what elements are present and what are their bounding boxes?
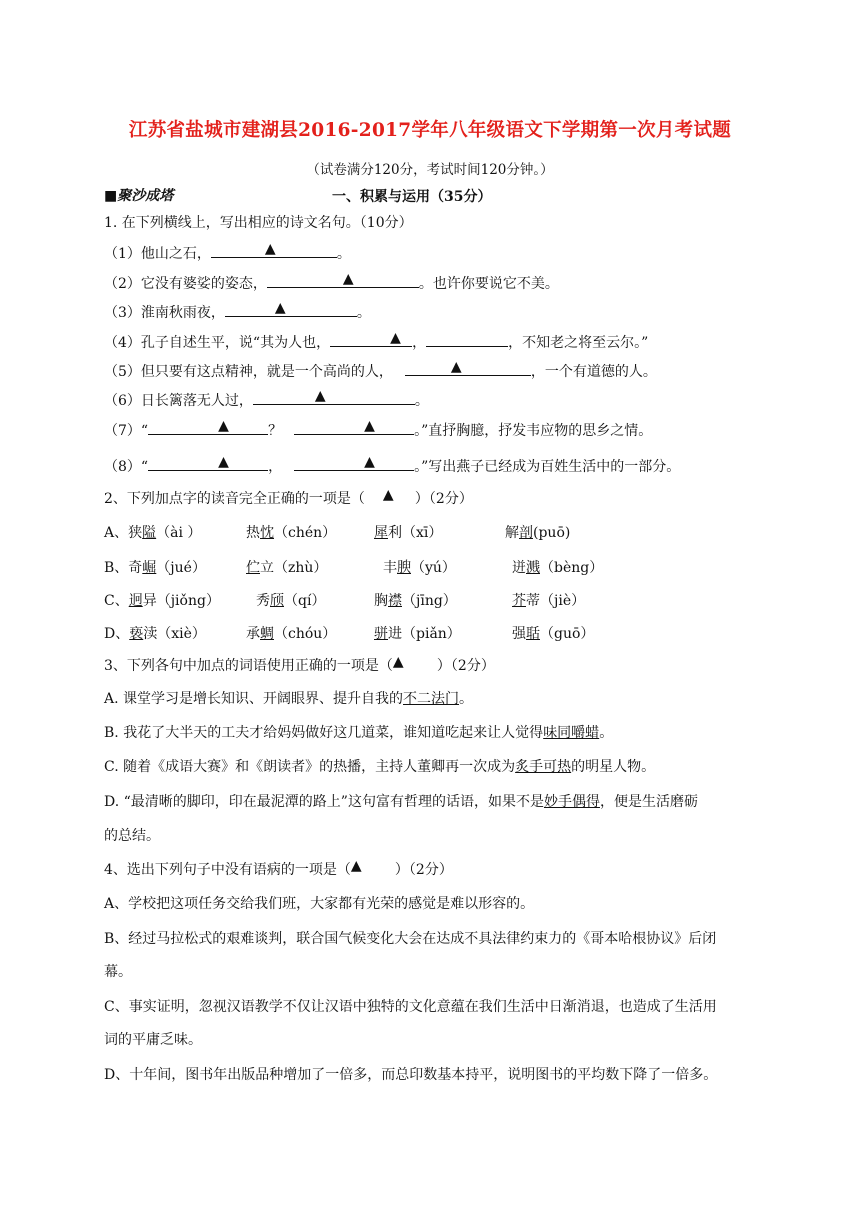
triangle-icon: ▲ xyxy=(350,858,362,874)
q4-stem: 4、选出下列句子中没有语病的一项是（ ▲ ）（2分） xyxy=(104,858,453,878)
answer-blank[interactable] xyxy=(148,456,268,471)
answer-blank[interactable] xyxy=(426,332,508,347)
triangle-icon: ▲ xyxy=(342,271,354,287)
answer-blank[interactable] xyxy=(211,243,337,258)
q4-option-c-cont: 词的平庸乏味。 xyxy=(104,1032,202,1048)
q1-stem: 1. 在下列横线上，写出相应的诗文名句。（10分） xyxy=(104,215,413,231)
q4-option-c[interactable]: C、事实证明，忽视汉语教学不仅让汉语中独特的文化意蕴在我们生活中日渐消退，也造成了生活用 xyxy=(104,999,717,1015)
q2-option-b[interactable]: B、奇崛（jué） xyxy=(104,560,206,576)
q1-item-4: （4）孔子自述生平，说“其为人也， ▲ ， ，不知老之将至云尔。” xyxy=(104,330,649,351)
q3-option-d[interactable]: D. “最清晰的脚印，印在最泥潭的路上”这句富有哲理的话语，如果不是妙手偶得，便是生活磨砺 xyxy=(104,794,698,810)
answer-slot[interactable] xyxy=(351,860,395,874)
section-brand: ■聚沙成塔 xyxy=(104,188,174,204)
exam-page: 江苏省盐城市建湖县2016-2017学年八年级语文下学期第一次月考试题 （试卷满分120分，考试时间120分钟。） ■聚沙成塔 一、积累与运用（35分） 1. 在下列横线上，写出相应的诗文名句。（10分） （1）他山之石， ▲ 。 （2）它没有婆娑的姿态， ▲ 。也许你要说它不美。 （3）淮南秋雨夜， ▲ 。 （4）孔子自述生平，说“其为人也， ▲ ， ，不知老之将至云尔。” （5）但只要有这点精神，就是一个高尚的人， ▲ ，一个有道德的人。 （6）日长篱落无人过， ▲ 。 （7）“ ▲ ？ ▲ 。”直抒胸臆，抒发韦应物的思乡之情。 （8）“ ▲ ， ▲ 。”写出燕子已经成为百姓生活中的一部分。 2、下列加点字的读音完全正确的一项是（ ▲ ）（2分） A、狭隘（ài ） 热忱（chén） 犀利（xī） 解剖(puō) B、奇崛（jué） 伫立（zhù） 丰腴（yú） 迸溅（bèng） C、迥异（jiǒng） 秀颀（qí） 胸襟（jīng） 芥蒂（jiè） D、亵渎（xiè） 承蜩（chóu） 骈进（piǎn） 强聒（guō） 3、下列各句中加点的词语使用正确的一项是（ ▲ ）（2分） A. 课堂学习是增长知识、开阔眼界、提升自我的不二法门。 B. 我花了大半天的工夫才给妈妈做好这几道菜，谁知道吃起来让人觉得味同嚼蜡。 C. 随着《成语大赛》和《朗读者》的热播，主持人董卿再一次成为炙手可热的明星人物。 D. “最清晰的脚印，印在最泥潭的路上”这句富有哲理的话语，如果不是妙手偶得，便是生活磨砺 的总结。 4、选出下列句子中没有语病的一项是（ ▲ ）（2分） A、学校把这项任务交给我们班，大家都有光荣的感觉是难以形容的。 B、经过马拉松式的艰难谈判，联合国气候变化大会在达成不具法律约束力的《哥本哈根协议》后闭 幕。 C、事实证明，忽视汉语教学不仅让汉语中独特的文化意蕴在我们生活中日渐消退，也造成了生活用 词的平庸乏味。 D、十年间，图书年出版品种增加了一倍多，而总印数基本持平，说明图书的平均数下降了一倍多。 xyxy=(0,0,860,1216)
answer-slot[interactable] xyxy=(393,656,437,670)
q2-option-d[interactable]: D、亵渎（xiè） xyxy=(104,626,206,642)
triangle-icon: ▲ xyxy=(392,654,404,670)
q3-option-b[interactable]: B. 我花了大半天的工夫才给妈妈做好这几道菜，谁知道吃起来让人觉得味同嚼蜡。 xyxy=(104,725,614,741)
q3-stem: 3、下列各句中加点的词语使用正确的一项是（ ▲ ）（2分） xyxy=(104,654,495,674)
q4-option-a[interactable]: A、学校把这项任务交给我们班，大家都有光荣的感觉是难以形容的。 xyxy=(104,896,535,912)
answer-slot[interactable] xyxy=(365,489,415,503)
q1-item-8: （8）“ ▲ ， ▲ 。”写出燕子已经成为百姓生活中的一部分。 xyxy=(104,454,681,475)
q3-option-c[interactable]: C. 随着《成语大赛》和《朗读者》的热播，主持人董卿再一次成为炙手可热的明星人物。 xyxy=(104,759,656,775)
triangle-icon: ▲ xyxy=(274,300,286,316)
q2-stem: 2、下列加点字的读音完全正确的一项是（ ▲ ）（2分） xyxy=(104,487,473,507)
q1-item-7: （7）“ ▲ ？ ▲ 。”直抒胸臆，抒发韦应物的思乡之情。 xyxy=(104,418,653,439)
answer-blank[interactable] xyxy=(330,332,412,347)
q4-option-b[interactable]: B、经过马拉松式的艰难谈判，联合国气候变化大会在达成不具法律约束力的《哥本哈根协议》后闭 xyxy=(104,931,717,947)
triangle-icon: ▲ xyxy=(264,241,276,257)
triangle-icon: ▲ xyxy=(364,418,375,434)
answer-blank[interactable] xyxy=(294,456,414,471)
q1-item-6: （6）日长篱落无人过， ▲ 。 xyxy=(104,388,429,409)
triangle-icon: ▲ xyxy=(390,330,401,346)
triangle-icon: ▲ xyxy=(364,454,375,470)
triangle-icon: ▲ xyxy=(218,454,229,470)
section-heading: 一、积累与运用（35分） xyxy=(332,189,492,205)
triangle-icon: ▲ xyxy=(382,487,394,503)
answer-blank[interactable] xyxy=(225,302,357,317)
page-title: 江苏省盐城市建湖县2016-2017学年八年级语文下学期第一次月考试题 xyxy=(128,120,732,141)
q2-option-a[interactable]: A、狭隘（ài ） xyxy=(104,525,202,541)
q3-option-d-cont: 的总结。 xyxy=(104,828,160,844)
q1-item-3: （3）淮南秋雨夜， ▲ 。 xyxy=(104,300,371,321)
q1-item-2: （2）它没有婆娑的姿态， ▲ 。也许你要说它不美。 xyxy=(104,271,559,292)
q4-option-b-cont: 幕。 xyxy=(104,964,132,980)
triangle-icon: ▲ xyxy=(450,359,462,375)
triangle-icon: ▲ xyxy=(314,388,326,404)
q2-option-c[interactable]: C、迥异（jiǒng） xyxy=(104,593,220,609)
answer-blank[interactable] xyxy=(148,420,268,435)
q1-item-5: （5）但只要有这点精神，就是一个高尚的人， ▲ ，一个有道德的人。 xyxy=(104,359,657,380)
answer-blank[interactable] xyxy=(294,420,414,435)
q1-item-1: （1）他山之石， ▲ 。 xyxy=(104,241,351,262)
answer-blank[interactable] xyxy=(267,273,419,288)
q3-option-a[interactable]: A. 课堂学习是增长知识、开阔眼界、提升自我的不二法门。 xyxy=(104,691,474,707)
exam-note: （试卷满分120分，考试时间120分钟。） xyxy=(306,162,554,178)
q4-option-d[interactable]: D、十年间，图书年出版品种增加了一倍多，而总印数基本持平，说明图书的平均数下降了一倍多。 xyxy=(104,1067,718,1083)
triangle-icon: ▲ xyxy=(218,418,229,434)
answer-blank[interactable] xyxy=(253,390,415,405)
answer-blank[interactable] xyxy=(405,361,531,376)
